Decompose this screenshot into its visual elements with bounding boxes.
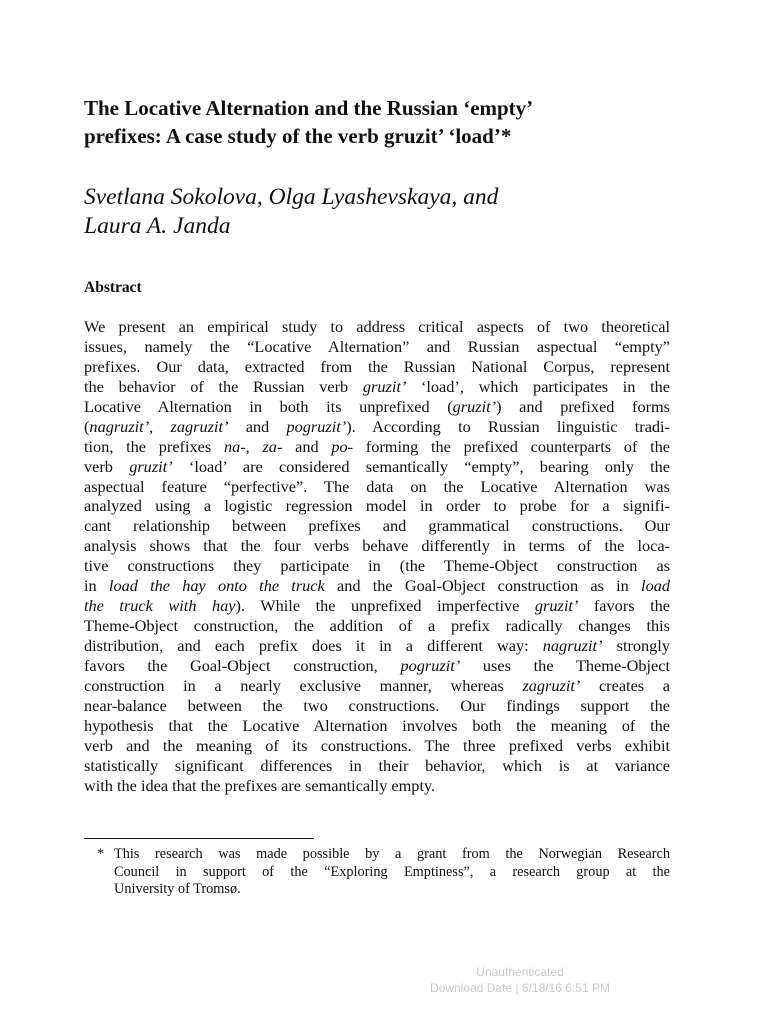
abstract-text: near-balance between the two constructions. Our findings support the (84, 695, 670, 715)
abstract-text: and (228, 416, 287, 436)
author-list-line-2: Laura A. Janda (84, 213, 231, 239)
abstract-text: We present an empirical study to address critical aspects of two theoretical (84, 317, 670, 336)
paper-title-line-2: prefixes: A case study of the verb gruzit’ ‘load’* (84, 124, 512, 148)
abstract-text: ). According to Russian linguistic tradi- (346, 416, 671, 436)
abstract-line (84, 636, 670, 656)
abstract-text: Theme-Object construction, the addition of a prefix radically changes this (84, 616, 670, 636)
abstract-heading: Abstract (84, 279, 142, 296)
abstract-text: creates a (580, 675, 670, 695)
footnote-line: This research was made possible by a grant from the Norwegian Research (114, 846, 670, 862)
paper-title-line-1: The Locative Alternation and the Russian ‘empty’ (84, 96, 534, 120)
abstract-italic-term: load (641, 576, 670, 596)
abstract-italic-term: pogruzit’ (400, 655, 461, 675)
abstract-italic-term: gruzit’ (129, 456, 173, 476)
watermark-auth-status: Unauthenticated (476, 965, 564, 979)
abstract-text: in (84, 576, 109, 596)
watermark-download-date: Download Date | 6/18/16 6:51 PM (430, 981, 610, 995)
footnote-line: Council in support of the “Exploring Emptiness”, a research group at the (114, 863, 670, 880)
abstract-text: the behavior of the Russian verb (84, 376, 363, 396)
abstract-italic-term: na (223, 436, 241, 456)
abstract-line (84, 576, 670, 596)
abstract-text: -, (240, 436, 263, 456)
abstract-text: prefixes. Our data, extracted from the Russian National Corpus, represent (84, 356, 670, 376)
abstract-text: aspectual feature “perfective”. The data on the Locative Alternation was (84, 476, 670, 496)
abstract-line (84, 477, 670, 497)
author-list (84, 183, 684, 241)
abstract-text: Locative Alternation in both its unprefixed ( (84, 396, 453, 416)
abstract-text: construction in a nearly exclusive manner, whereas (84, 675, 523, 695)
abstract-text: ). While the unprefixed imperfective (235, 596, 535, 616)
abstract-text: tion, the prefixes (84, 436, 224, 456)
abstract-text: verb (84, 456, 130, 476)
footnote-mark: * (97, 846, 105, 862)
abstract-italic-term: nagruzit’ (542, 636, 603, 655)
abstract-text: hypothesis that the Locative Alternation involves both the meaning of the (84, 715, 670, 735)
abstract-line (84, 616, 670, 636)
abstract-line (84, 756, 670, 776)
abstract-text: issues, namely the “Locative Alternation” and Russian aspectual “empty” (84, 336, 670, 356)
abstract-line (84, 676, 670, 696)
abstract-text: analyzed using a logistic regression model in order to probe for a signifi- (84, 496, 670, 516)
abstract-line (84, 776, 670, 796)
author-list-line-1: Svetlana Sokolova, Olga Lyashevskaya, and (84, 184, 499, 210)
abstract-italic-term: zagruzit’ (522, 675, 581, 695)
abstract-line (84, 736, 670, 756)
abstract-line (84, 417, 670, 437)
abstract-line (84, 716, 670, 736)
abstract-italic-term: nagruzit’ (89, 416, 150, 436)
abstract-line (84, 556, 670, 576)
abstract-text: , (149, 416, 171, 436)
abstract-text: ( (84, 416, 90, 436)
abstract-italic-term: pogruzit’ (286, 416, 347, 436)
abstract-line (84, 377, 670, 397)
abstract-text: tive constructions they participate in (the Theme-Object construction as (84, 556, 670, 576)
abstract-line (84, 536, 670, 556)
abstract-text: verb and the meaning of its constructions. The three prefixed verbs exhibit (84, 735, 670, 755)
abstract-italic-term: zagruzit’ (170, 416, 229, 436)
abstract-italic-term: gruzit’ (452, 396, 497, 416)
abstract-line (84, 357, 670, 377)
abstract-line (84, 696, 670, 716)
abstract-line (84, 397, 670, 417)
abstract-italic-term: po (331, 436, 348, 456)
download-watermark (400, 964, 640, 996)
abstract-text: distribution, and each prefix does it in a different way: (84, 636, 543, 655)
abstract-line (84, 317, 670, 337)
abstract-line (84, 596, 670, 616)
abstract-text: - and (276, 436, 332, 456)
paper-title (84, 94, 684, 150)
abstract-text: favors the Goal-Object construction, (84, 655, 401, 675)
abstract-text: analysis shows that the four verbs behave differently in terms of the loca- (84, 536, 670, 556)
abstract-italic-term: gruzit’ (534, 596, 579, 616)
abstract-text: and the Goal-Object construction as in (324, 576, 642, 596)
abstract-text: cant relationship between prefixes and grammatical constructions. Our (84, 516, 670, 536)
abstract-line (84, 516, 670, 536)
footnote-text (114, 846, 670, 899)
abstract-text: strongly (602, 636, 670, 655)
abstract-italic-term: za (262, 436, 277, 456)
abstract-text: statistically significant differences in their behavior, which is at variance (84, 755, 670, 775)
footnote-divider (84, 838, 314, 839)
abstract-text: with the idea that the prefixes are semantically empty. (84, 775, 436, 795)
footnote-line: University of Tromsø. (114, 881, 241, 897)
abstract-italic-term: the truck with hay (84, 596, 236, 616)
abstract-text: ) and prefixed forms (496, 396, 671, 416)
abstract-line (84, 457, 670, 477)
abstract-text: favors the (578, 596, 671, 616)
abstract-text: uses the Theme-Object (460, 655, 670, 675)
abstract-italic-term: gruzit’ (362, 376, 407, 396)
abstract-line (84, 656, 670, 676)
abstract-text: ‘load’, which participates in the (406, 376, 671, 396)
abstract-text: - forming the prefixed counterparts of the (347, 436, 670, 456)
abstract-line (84, 337, 670, 357)
abstract-body (84, 317, 670, 796)
abstract-text: ‘load’ are considered semantically “empty”, bearing only the (172, 456, 671, 476)
abstract-line (84, 496, 670, 516)
abstract-line (84, 437, 670, 457)
abstract-italic-term: load the hay onto the truck (108, 576, 325, 596)
footnote (97, 846, 670, 899)
